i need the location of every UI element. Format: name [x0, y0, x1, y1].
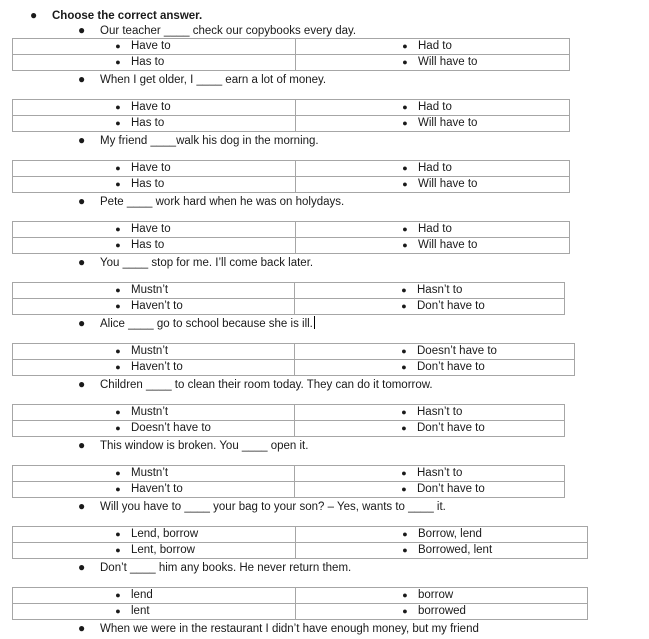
answer-option-text: Lend, borrow: [131, 528, 199, 540]
answer-option-text: Haven’t to: [131, 300, 183, 312]
question-text: Pete ____ work hard when he was on holydays.: [100, 196, 345, 208]
bullet-icon: ●: [402, 224, 408, 234]
answer-options-table: [12, 221, 570, 254]
answer-option[interactable]: [295, 344, 575, 360]
answer-option[interactable]: [13, 116, 296, 132]
answer-option-text: Borrow, lend: [418, 528, 482, 540]
question-line: [78, 620, 479, 636]
bullet-icon: ●: [115, 57, 121, 67]
table-row: [13, 116, 570, 132]
answer-option[interactable]: [295, 405, 565, 421]
bullet-icon: ●: [115, 301, 121, 311]
answer-option[interactable]: [13, 466, 295, 482]
bullet-icon: ●: [78, 560, 86, 574]
question-text: When I get older, I ____ earn a lot of money.: [100, 74, 327, 86]
answer-option[interactable]: [296, 177, 570, 193]
answer-option[interactable]: [13, 222, 296, 238]
answer-options-table: [12, 343, 575, 376]
table-row: [13, 222, 570, 238]
table-row: [13, 482, 565, 498]
question-text: Our teacher ____ check our copybooks every day.: [100, 25, 357, 37]
answer-option[interactable]: [13, 177, 296, 193]
answer-option[interactable]: [13, 39, 296, 55]
bullet-icon: ●: [115, 545, 121, 555]
table-row: [13, 238, 570, 254]
answer-options-table: [12, 282, 565, 315]
question-text: Don’t ____ him any books. He never return them.: [100, 562, 352, 574]
answer-option[interactable]: [296, 161, 570, 177]
table-row: [13, 527, 588, 543]
bullet-icon: ●: [115, 102, 121, 112]
answer-option-text: Have to: [131, 101, 171, 113]
answer-option[interactable]: [295, 299, 565, 315]
answer-option-text: Hasn’t to: [417, 406, 463, 418]
answer-option-text: Mustn’t: [131, 406, 169, 418]
bullet-icon: ●: [115, 529, 121, 539]
bullet-icon: ●: [78, 621, 86, 635]
bullet-icon: ●: [402, 606, 408, 616]
answer-option-text: Has to: [131, 178, 165, 190]
answer-option[interactable]: [295, 482, 565, 498]
bullet-icon: ●: [402, 179, 408, 189]
bullet-icon: ●: [115, 346, 121, 356]
answer-option-text: Borrowed, lent: [418, 544, 493, 556]
answer-option[interactable]: [13, 100, 296, 116]
answer-option-text: Doesn’t have to: [131, 422, 211, 434]
answer-option-text: Had to: [418, 223, 452, 235]
question-text: When we were in the restaurant I didn’t have enough money, but my friend: [100, 623, 479, 635]
answer-option[interactable]: [295, 466, 565, 482]
answer-option-text: borrowed: [418, 605, 466, 617]
bullet-icon: ●: [402, 163, 408, 173]
question-line: [78, 559, 351, 575]
answer-option[interactable]: [296, 55, 570, 71]
bullet-icon: ●: [402, 240, 408, 250]
answer-option[interactable]: [13, 543, 296, 559]
answer-option-text: Will have to: [418, 56, 478, 68]
answer-option[interactable]: [296, 39, 570, 55]
bullet-icon: ●: [78, 499, 86, 513]
bullet-icon: ●: [115, 240, 121, 250]
bullet-icon: ●: [115, 224, 121, 234]
answer-option[interactable]: [13, 238, 296, 254]
answer-option-text: Have to: [131, 223, 171, 235]
table-row: [13, 100, 570, 116]
answer-option[interactable]: [13, 360, 295, 376]
bullet-icon: ●: [402, 545, 408, 555]
bullet-icon: ●: [115, 179, 121, 189]
answer-options-table: [12, 160, 570, 193]
question-text: Alice ____ go to school because she is ill.: [100, 318, 313, 330]
answer-option[interactable]: [296, 100, 570, 116]
bullet-icon: ●: [30, 8, 38, 22]
answer-options-table: [12, 526, 588, 559]
answer-option-text: Had to: [418, 162, 452, 174]
answer-option-text: lent: [131, 605, 150, 617]
heading-text: Choose the correct answer.: [52, 10, 203, 22]
answer-option[interactable]: [296, 527, 588, 543]
answer-option-text: Mustn’t: [131, 467, 169, 479]
answer-option-text: Hasn’t to: [417, 284, 463, 296]
table-row: [13, 55, 570, 71]
answer-options-table: [12, 465, 565, 498]
question-line: [78, 71, 326, 87]
bullet-icon: ●: [115, 163, 121, 173]
table-row: [13, 283, 565, 299]
question-line: [78, 254, 313, 270]
table-row: [13, 299, 565, 315]
bullet-icon: ●: [115, 606, 121, 616]
bullet-icon: ●: [401, 468, 407, 478]
table-row: [13, 161, 570, 177]
answer-option[interactable]: [13, 482, 295, 498]
answer-option-text: Haven’t to: [131, 483, 183, 495]
question-line: [78, 315, 315, 331]
table-row: [13, 466, 565, 482]
bullet-icon: ●: [402, 118, 408, 128]
bullet-icon: ●: [78, 438, 86, 452]
bullet-icon: ●: [115, 590, 121, 600]
table-row: [13, 39, 570, 55]
answer-option-text: Lent, borrow: [131, 544, 195, 556]
answer-option[interactable]: [296, 222, 570, 238]
bullet-icon: ●: [78, 133, 86, 147]
answer-options-table: [12, 404, 565, 437]
answer-option[interactable]: [13, 588, 296, 604]
answer-option[interactable]: [13, 405, 295, 421]
bullet-icon: ●: [115, 423, 121, 433]
answer-option-text: Hasn’t to: [417, 467, 463, 479]
bullet-icon: ●: [78, 194, 86, 208]
answer-option-text: Have to: [131, 40, 171, 52]
answer-options-table: [12, 587, 588, 620]
answer-option[interactable]: [13, 283, 295, 299]
answer-option[interactable]: [296, 543, 588, 559]
answer-option-text: Had to: [418, 101, 452, 113]
question-line: [78, 132, 319, 148]
bullet-icon: ●: [115, 41, 121, 51]
bullet-icon: ●: [402, 41, 408, 51]
question-line: [78, 498, 446, 514]
bullet-icon: ●: [401, 407, 407, 417]
answer-option-text: Doesn’t have to: [417, 345, 497, 357]
text-cursor: [314, 316, 315, 329]
answer-option-text: Has to: [131, 56, 165, 68]
answer-option-text: borrow: [418, 589, 454, 601]
answer-option[interactable]: [13, 604, 296, 620]
answer-options-table: [12, 38, 570, 71]
bullet-icon: ●: [401, 346, 407, 356]
question-line: [78, 437, 308, 453]
bullet-icon: ●: [401, 285, 407, 295]
bullet-icon: ●: [78, 72, 86, 86]
answer-option-text: Mustn’t: [131, 345, 169, 357]
answer-option[interactable]: [296, 116, 570, 132]
answer-option-text: Had to: [418, 40, 452, 52]
bullet-icon: ●: [401, 423, 407, 433]
bullet-icon: ●: [402, 102, 408, 112]
table-row: [13, 421, 565, 437]
answer-option[interactable]: [13, 299, 295, 315]
answer-option-text: Don’t have to: [417, 361, 485, 373]
question-line: [78, 22, 356, 38]
answer-option[interactable]: [295, 283, 565, 299]
answer-option[interactable]: [13, 527, 296, 543]
answer-option-text: lend: [131, 589, 153, 601]
answer-option[interactable]: [13, 421, 295, 437]
bullet-icon: ●: [115, 484, 121, 494]
bullet-icon: ●: [78, 255, 86, 269]
bullet-icon: ●: [78, 23, 86, 37]
table-row: [13, 543, 588, 559]
table-row: [13, 344, 575, 360]
question-text: This window is broken. You ____ open it.: [100, 440, 309, 452]
answer-option-text: Will have to: [418, 178, 478, 190]
answer-option[interactable]: [13, 344, 295, 360]
bullet-icon: ●: [115, 118, 121, 128]
question-text: You ____ stop for me. I’ll come back later.: [100, 257, 314, 269]
bullet-icon: ●: [401, 362, 407, 372]
question-line: [78, 376, 433, 392]
question-line: [78, 193, 344, 209]
question-text: Will you have to ____ your bag to your son? – Yes, wants to ____ it.: [100, 501, 446, 513]
bullet-icon: ●: [401, 484, 407, 494]
bullet-icon: ●: [401, 301, 407, 311]
bullet-icon: ●: [115, 407, 121, 417]
answer-option-text: Has to: [131, 117, 165, 129]
table-row: [13, 604, 588, 620]
answer-option[interactable]: [295, 421, 565, 437]
answer-option-text: Will have to: [418, 239, 478, 251]
bullet-icon: ●: [78, 377, 86, 391]
answer-option-text: Has to: [131, 239, 165, 251]
answer-option[interactable]: [13, 55, 296, 71]
question-text: My friend ____walk his dog in the morning.: [100, 135, 319, 147]
answer-option-text: Don’t have to: [417, 300, 485, 312]
answer-option[interactable]: [13, 161, 296, 177]
bullet-icon: ●: [402, 590, 408, 600]
bullet-icon: ●: [402, 529, 408, 539]
bullet-icon: ●: [402, 57, 408, 67]
answer-option-text: Don’t have to: [417, 422, 485, 434]
answer-option-text: Will have to: [418, 117, 478, 129]
table-row: [13, 588, 588, 604]
bullet-icon: ●: [115, 468, 121, 478]
answer-options-table: [12, 99, 570, 132]
answer-option-text: Don’t have to: [417, 483, 485, 495]
answer-option-text: Mustn’t: [131, 284, 169, 296]
question-text: Children ____ to clean their room today. They can do it tomorrow.: [100, 379, 433, 391]
answer-option[interactable]: [295, 360, 575, 376]
table-row: [13, 177, 570, 193]
answer-option[interactable]: [296, 238, 570, 254]
answer-option[interactable]: [296, 588, 588, 604]
bullet-icon: ●: [115, 362, 121, 372]
table-row: [13, 405, 565, 421]
instruction-heading: [30, 7, 202, 23]
answer-option-text: Have to: [131, 162, 171, 174]
table-row: [13, 360, 575, 376]
answer-option-text: Haven’t to: [131, 361, 183, 373]
bullet-icon: ●: [78, 316, 86, 330]
answer-option[interactable]: [296, 604, 588, 620]
bullet-icon: ●: [115, 285, 121, 295]
